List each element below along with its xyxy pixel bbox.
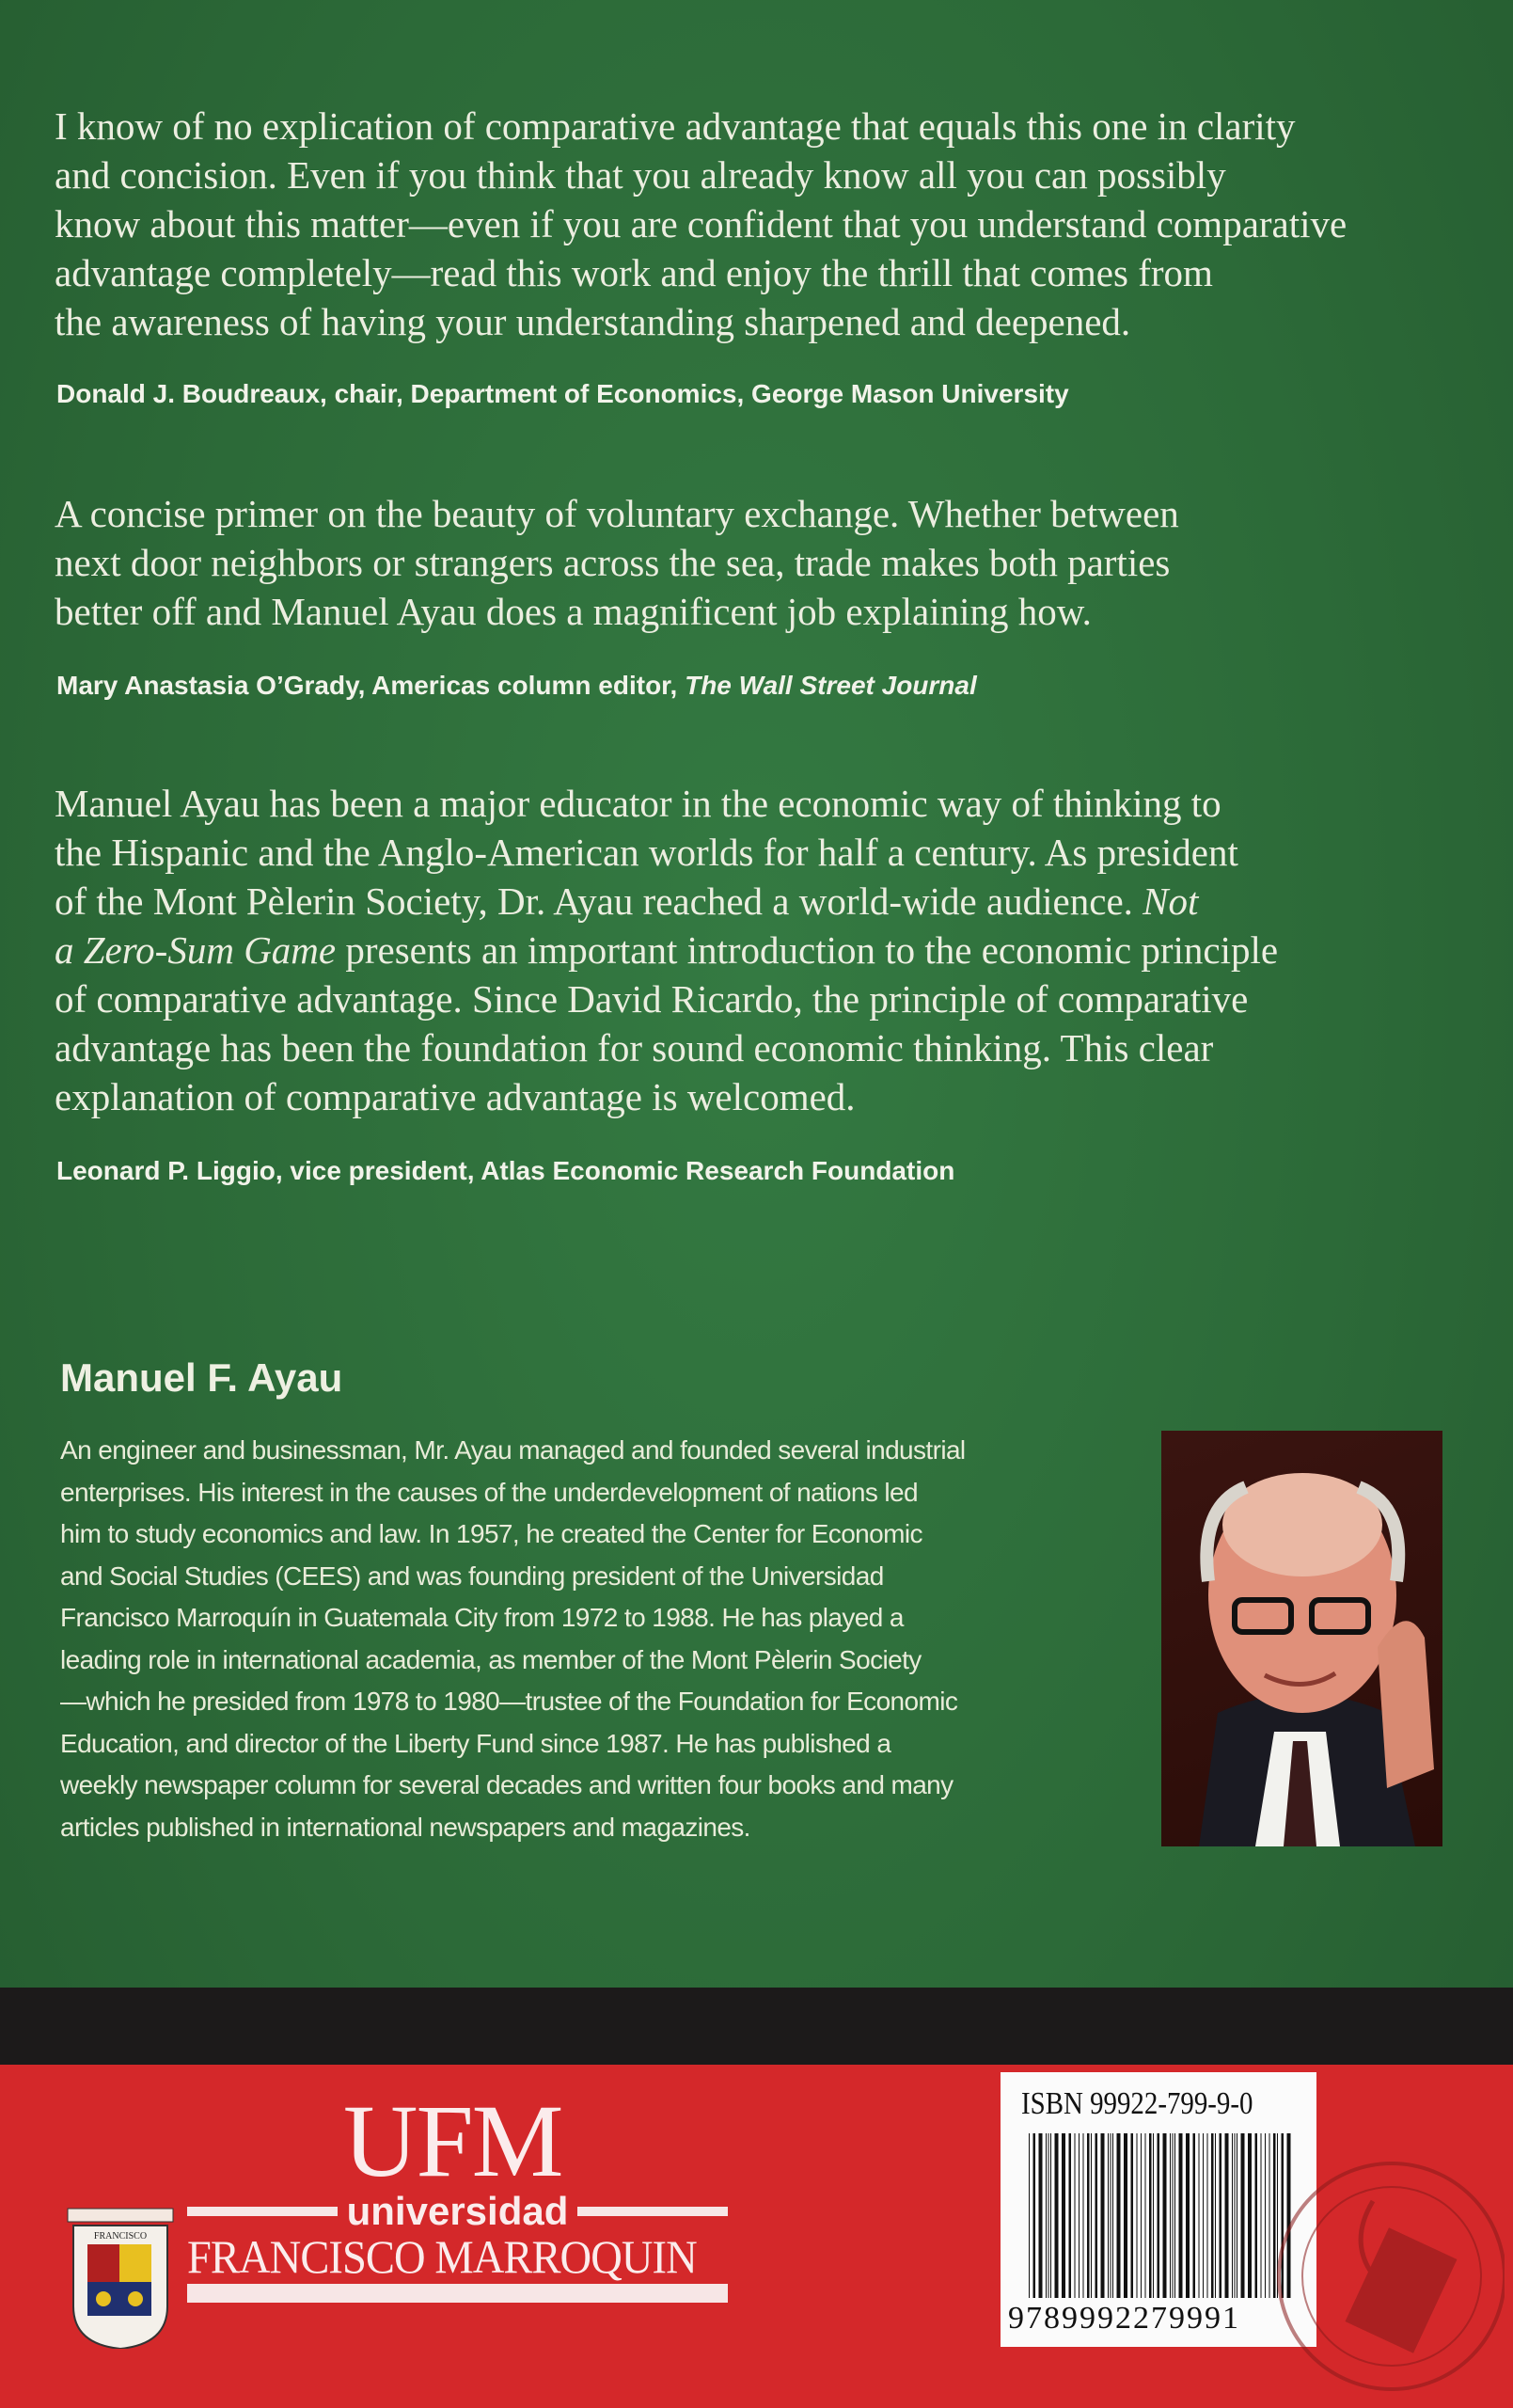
- quote-line: A concise primer on the beauty of voluntary exchange. Whether between: [55, 492, 1179, 535]
- barcode-bar: [1170, 2133, 1171, 2298]
- dark-band: [0, 1988, 1513, 2065]
- barcode-bar: [1174, 2133, 1175, 2298]
- barcode-bar: [1235, 2133, 1236, 2298]
- author-photo: [1161, 1431, 1442, 1846]
- barcode-bar: [1203, 2133, 1204, 2298]
- attribution-ogrady: [56, 670, 977, 702]
- barcode-bar: [1255, 2133, 1258, 2298]
- barcode-bar: [1153, 2133, 1154, 2298]
- quote-line: the Hispanic and the Anglo-American worlds for half a century. As president: [55, 831, 1238, 874]
- logo-bar: [187, 2284, 728, 2303]
- watermark-stamp-icon: [1260, 2135, 1505, 2399]
- bio-line: weekly newspaper column for several decades and written four books and many: [60, 1770, 954, 1799]
- quote-boudreaux: [55, 102, 1503, 346]
- barcode-bar: [1069, 2133, 1072, 2298]
- barcode-bar: [1039, 2133, 1043, 2298]
- quote-line: [55, 926, 1503, 974]
- quote-line: [55, 877, 1503, 926]
- quote-text: presents an important introduction to the economic principle: [336, 928, 1279, 972]
- barcode-bar: [1046, 2133, 1047, 2298]
- barcode-bar: [1087, 2133, 1090, 2298]
- attribution-liggio: Leonard P. Liggio, vice president, Atlas Economic Research Foundation: [56, 1156, 955, 1185]
- quote-text: of the Mont Pèlerin Society, Dr. Ayau reached a world-wide audience.: [55, 879, 1143, 923]
- bio-line: —which he presided from 1978 to 1980—trustee of the Foundation for Economic: [60, 1687, 958, 1716]
- barcode-bar: [1215, 2133, 1216, 2298]
- barcode-bar: [1033, 2133, 1036, 2298]
- quote-line: the awareness of having your understanding sharpened and deepened.: [55, 300, 1131, 343]
- barcode-bar: [1117, 2133, 1121, 2298]
- bio-line: him to study economics and law. In 1957, he created the Center for Economic: [60, 1519, 922, 1548]
- logo-rule: [577, 2207, 728, 2216]
- barcode-bar: [1131, 2133, 1134, 2298]
- barcode-bar: [1241, 2133, 1245, 2298]
- barcode-bar: [1141, 2133, 1142, 2298]
- isbn-label: ISBN 99922-799-9-0: [1021, 2086, 1253, 2121]
- barcode-bar: [1112, 2133, 1113, 2298]
- barcode-bar: [1075, 2133, 1076, 2298]
- barcode-bar: [1199, 2133, 1200, 2298]
- barcode-bar: [1048, 2133, 1049, 2298]
- attribution-text: Mary Anastasia O’Grady, Americas column editor,: [56, 671, 686, 700]
- logo-universidad: [187, 2189, 728, 2233]
- publication-name: The Wall Street Journal: [685, 671, 977, 700]
- ufm-logo-text: UFM: [343, 2083, 562, 2198]
- barcode-bar: [1158, 2133, 1160, 2298]
- barcode-bar: [1225, 2133, 1229, 2298]
- book-title: a Zero-Sum Game: [55, 928, 337, 972]
- barcode-bar: [1193, 2133, 1196, 2298]
- bio-line: leading role in international academia, as member of the Mont Pèlerin Society: [60, 1644, 922, 1674]
- barcode-bar: [1248, 2133, 1252, 2298]
- barcode-bar: [1091, 2133, 1092, 2298]
- bio-line: articles published in international newspapers and magazines.: [60, 1812, 750, 1842]
- crest-text: FRANCISCO: [93, 2231, 148, 2242]
- ean-number: 9789992279991: [1008, 2301, 1240, 2336]
- barcode-bar: [1163, 2133, 1167, 2298]
- barcode-bar: [1173, 2133, 1174, 2298]
- book-title: Not: [1143, 879, 1199, 923]
- barcode-bar: [1137, 2133, 1138, 2298]
- quote-line: I know of no explication of comparative advantage that equals this one in clarity: [55, 104, 1296, 148]
- barcode-bar: [1083, 2133, 1084, 2298]
- quote-ogrady: [55, 489, 1503, 636]
- quote-line: explanation of comparative advantage is welcomed.: [55, 1075, 856, 1118]
- barcode-bar: [1149, 2133, 1152, 2298]
- quote-line: and concision. Even if you think that you already know all you can possibly: [55, 153, 1226, 197]
- bio-line: Education, and director of the Liberty Fund since 1987. He has published a: [60, 1728, 891, 1758]
- quote-line: Manuel Ayau has been a major educator in the economic way of thinking to: [55, 782, 1221, 825]
- barcode-bar: [1232, 2133, 1233, 2298]
- barcode-bar: [1220, 2133, 1222, 2298]
- barcode-bar: [1062, 2133, 1065, 2298]
- barcode-bar: [1124, 2133, 1127, 2298]
- barcode-bar: [1207, 2133, 1208, 2298]
- bio-line: and Social Studies (CEES) and was founding president of the Universidad: [60, 1560, 884, 1591]
- barcode: [1029, 2133, 1292, 2298]
- bio-line: enterprises. His interest in the causes of the underdevelopment of nations led: [60, 1477, 918, 1507]
- quote-line: of comparative advantage. Since David Ricardo, the principle of comparative: [55, 977, 1249, 1021]
- quote-line: better off and Manuel Ayau does a magnificent job explaining how.: [55, 590, 1092, 633]
- logo-rule: [187, 2207, 338, 2216]
- logo-francisco-marroquin: FRANCISCO MARROQUIN: [187, 2230, 697, 2283]
- barcode-bar: [1079, 2133, 1080, 2298]
- barcode-bar: [1211, 2133, 1214, 2298]
- barcode-bar: [1108, 2133, 1109, 2298]
- barcode-bar: [1029, 2133, 1030, 2298]
- quote-line: advantage completely—read this work and enjoy the thrill that comes from: [55, 251, 1213, 294]
- author-name: Manuel F. Ayau: [60, 1355, 343, 1400]
- barcode-bar: [1101, 2133, 1105, 2298]
- barcode-bar: [1095, 2133, 1098, 2298]
- author-bio: [60, 1430, 1151, 1848]
- quote-line: advantage has been the foundation for sound economic thinking. This clear: [55, 1026, 1214, 1069]
- barcode-bar: [1145, 2133, 1146, 2298]
- logo-universidad-text: universidad: [346, 2189, 569, 2233]
- barcode-bar: [1179, 2133, 1183, 2298]
- bio-line: Francisco Marroquín in Guatemala City from 1972 to 1988. He has played a: [60, 1603, 904, 1632]
- bio-line: An engineer and businessman, Mr. Ayau managed and founded several industrial: [60, 1435, 966, 1465]
- quote-liggio: [55, 779, 1503, 1121]
- quote-line: know about this matter—even if you are confident that you understand comparative: [55, 202, 1348, 246]
- barcode-bar: [1050, 2133, 1051, 2298]
- quote-line: next door neighbors or strangers across the sea, trade makes both parties: [55, 541, 1171, 584]
- attribution-boudreaux: Donald J. Boudreaux, chair, Department of Economics, George Mason University: [56, 379, 1069, 408]
- university-crest-icon: [64, 2203, 177, 2349]
- barcode-bar: [1055, 2133, 1059, 2298]
- barcode-bar: [1186, 2133, 1190, 2298]
